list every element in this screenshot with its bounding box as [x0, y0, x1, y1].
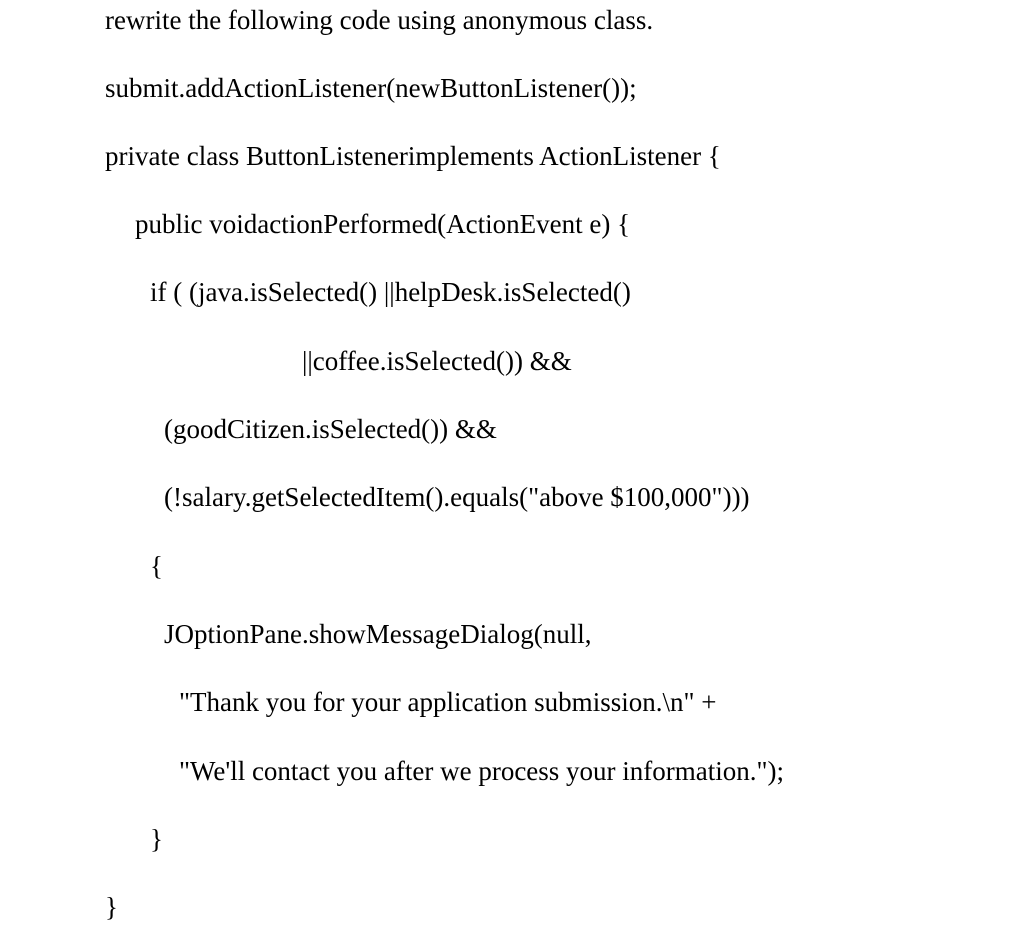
code-line: "We'll contact you after we process your information.");	[179, 756, 785, 786]
code-line: "Thank you for your application submission.\n" +	[179, 687, 717, 717]
instruction-text: rewrite the following code using anonymous class.	[105, 5, 654, 35]
code-line: }	[150, 824, 163, 854]
code-line: private class ButtonListenerimplements ActionListener {	[105, 141, 721, 171]
code-line: (goodCitizen.isSelected()) &&	[164, 414, 497, 444]
code-line: {	[150, 551, 163, 581]
code-line: }	[105, 892, 118, 922]
code-line: public voidactionPerformed(ActionEvent e) {	[135, 209, 631, 239]
code-line: JOptionPane.showMessageDialog(null,	[164, 619, 592, 649]
code-line: submit.addActionListener(newButtonListener());	[105, 73, 637, 103]
code-line: (!salary.getSelectedItem().equals("above $100,000")))	[164, 482, 750, 512]
code-line: ||coffee.isSelected()) &&	[302, 346, 572, 376]
code-line: if ( (java.isSelected() ||helpDesk.isSelected()	[150, 277, 631, 307]
